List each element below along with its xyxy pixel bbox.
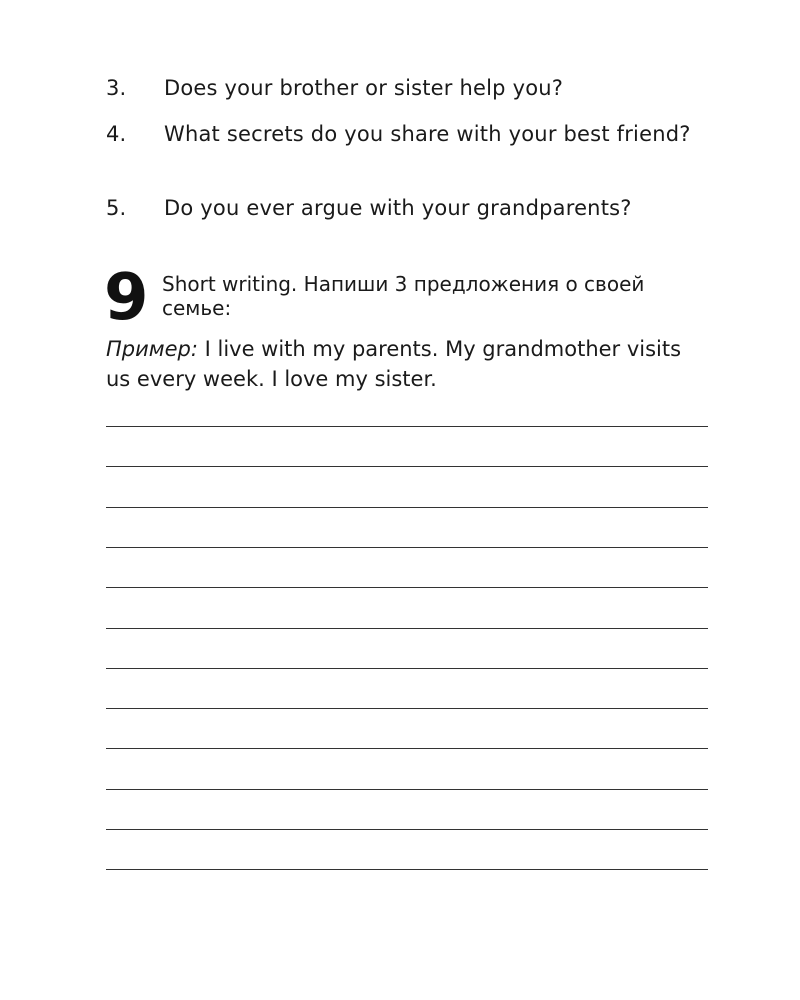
question-text: Does your brother or sister help you? — [164, 76, 564, 100]
exercise-heading: Short writing. Напиши 3 предложения о своей семье: — [162, 272, 645, 320]
writing-line[interactable] — [106, 466, 708, 467]
example-text: I live with my parents. My grandmother visits us every week. I love my sister. — [106, 337, 682, 391]
question-text: Do you ever argue with your grandparents? — [164, 196, 632, 220]
question-number: 5. — [106, 196, 127, 220]
question-text: What secrets do you share with your best friend? — [164, 122, 691, 146]
writing-line[interactable] — [106, 789, 708, 790]
writing-line[interactable] — [106, 668, 708, 669]
writing-line[interactable] — [106, 507, 708, 508]
writing-line[interactable] — [106, 547, 708, 548]
writing-line[interactable] — [106, 628, 708, 629]
writing-line[interactable] — [106, 708, 708, 709]
question-number: 3. — [106, 76, 127, 100]
writing-line[interactable] — [106, 829, 708, 830]
writing-line[interactable] — [106, 426, 708, 427]
writing-line[interactable] — [106, 587, 708, 588]
writing-line[interactable] — [106, 748, 708, 749]
exercise-number: 9 — [104, 261, 147, 335]
question-number: 4. — [106, 122, 127, 146]
example-label: Пример: — [106, 337, 198, 361]
writing-lines — [106, 0, 708, 1000]
writing-line[interactable] — [106, 869, 708, 870]
